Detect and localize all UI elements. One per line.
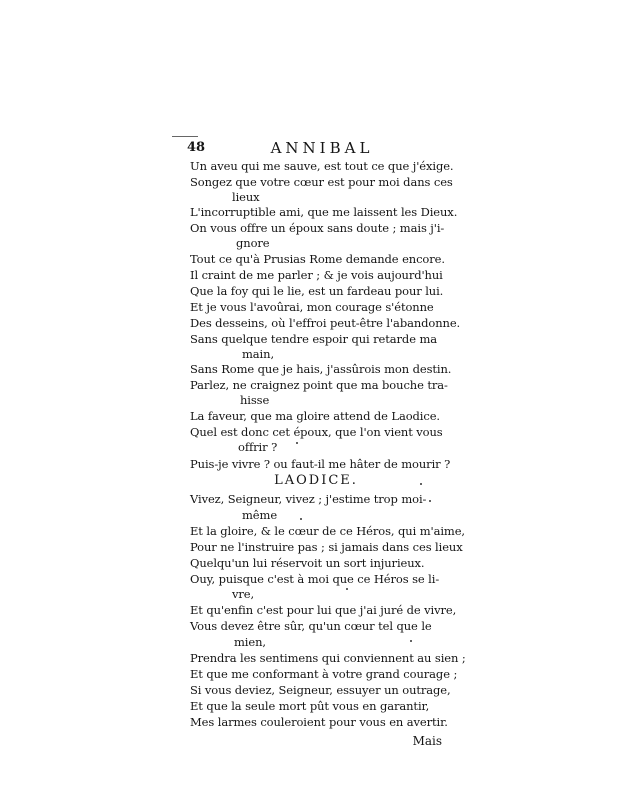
verse-line: Des desseins, où l'effroi peut-être l'abandonne. (190, 316, 461, 330)
verse-line: Ouy, puisque c'est à moi que ce Héros se li- (190, 572, 440, 586)
verse-line-continuation: lieux (232, 190, 260, 204)
verse-line: Tout ce qu'à Prusias Rome demande encore. (190, 252, 445, 266)
catchword: Mais (412, 734, 442, 748)
verse-line: Quelqu'un lui réservoit un sort injurieux. (190, 556, 425, 570)
verse-line: On vous offre un époux sans doute ; mais j'i- (190, 221, 445, 235)
verse-line: Et je vous l'avoûrai, mon courage s'étonne (190, 300, 434, 314)
verse-line-continuation: hisse (240, 393, 270, 407)
verse-line: Sans Rome que je hais, j'assûrois mon destin. (190, 362, 452, 376)
verse-line: Vous devez être sûr, qu'un cœur tel que le (190, 619, 432, 633)
verse-line: Puis-je vivre ? ou faut-il me hâter de mourir ? (190, 457, 451, 471)
verse-line: Si vous deviez, Seigneur, essuyer un outrage, (190, 683, 451, 697)
running-title: ANNIBAL (270, 139, 374, 157)
page-number: 48 (187, 140, 206, 155)
verse-line-continuation: offrir ? (238, 440, 278, 454)
verse-line-continuation: mien, (234, 635, 266, 649)
verse-line-continuation: même (242, 508, 278, 522)
scan-speck (296, 442, 298, 444)
verse-line: Pour ne l'instruire pas ; si jamais dans ces lieux (190, 540, 463, 554)
verse-line: Que la foy qui le lie, est un fardeau pour lui. (190, 284, 444, 298)
verse-line-continuation: main, (242, 347, 275, 361)
verse-line: Vivez, Seigneur, vivez ; j'estime trop moi- (190, 492, 427, 506)
verse-line: Il craint de me parler ; & je vois aujourd'hui (190, 268, 443, 282)
verse-line: Et que me conformant à votre grand courage ; (190, 667, 458, 681)
verse-line: Un aveu qui me sauve, est tout ce que j'éxige. (190, 159, 454, 173)
verse-line-continuation: gnore (236, 236, 270, 250)
scan-speck (420, 483, 422, 485)
verse-line: Quel est donc cet époux, que l'on vient vous (190, 425, 443, 439)
verse-line: Mes larmes couleroient pour vous en avertir. (190, 715, 448, 729)
speaker-name: LAODICE. (274, 473, 358, 488)
verse-line: Songez que votre cœur est pour moi dans ces (190, 175, 453, 189)
scan-speck (300, 518, 302, 520)
scan-speck (410, 640, 412, 642)
scan-speck (346, 588, 348, 590)
verse-line: Prendra les sentimens qui conviennent au sien ; (190, 651, 466, 665)
scan-speck (429, 500, 431, 502)
verse-line: La faveur, que ma gloire attend de Laodice. (190, 409, 440, 423)
verse-line: Et qu'enfin c'est pour lui que j'ai juré de vivre, (190, 603, 457, 617)
verse-line: L'incorruptible ami, que me laissent les Dieux. (190, 205, 458, 219)
margin-mark (172, 136, 198, 137)
verse-line: Parlez, ne craignez point que ma bouche tra- (190, 378, 448, 392)
verse-line: Sans quelque tendre espoir qui retarde ma (190, 332, 438, 346)
verse-line-continuation: vre, (232, 587, 255, 601)
verse-line: Et que la seule mort pût vous en garantir, (190, 699, 430, 713)
verse-line: Et la gloire, & le cœur de ce Héros, qui m'aime, (190, 524, 465, 538)
